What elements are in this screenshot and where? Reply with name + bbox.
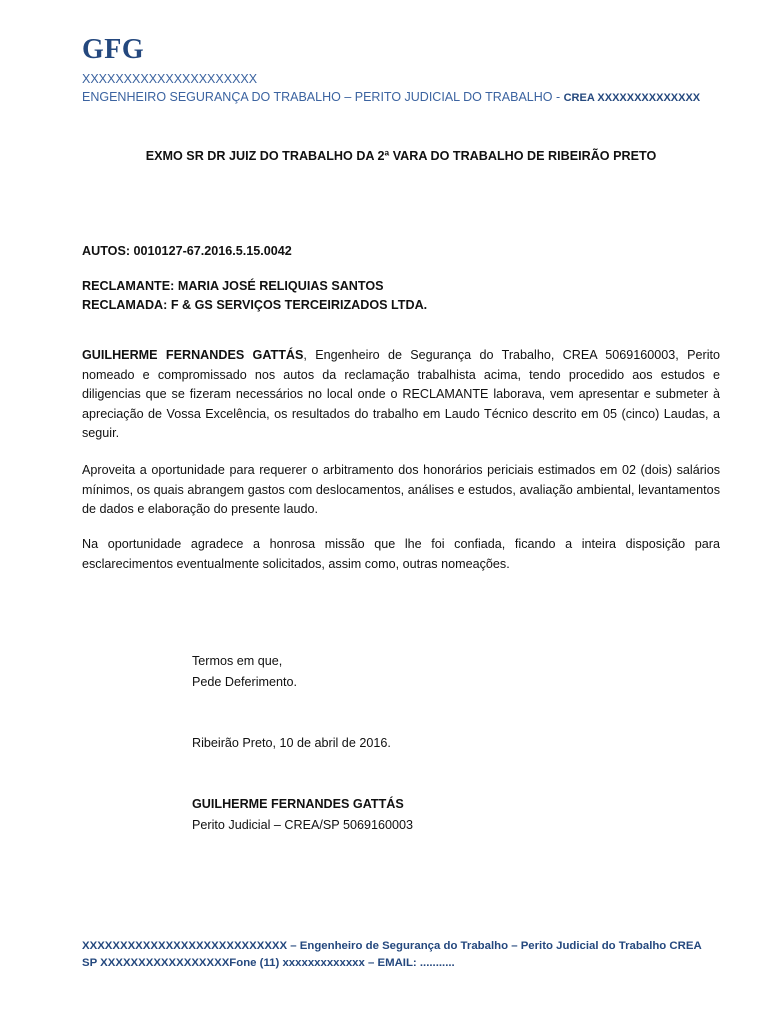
page-footer xyxy=(82,938,722,972)
body-paragraph-1-text: , Engenheiro de Segurança do Trabalho, CREA 5069160003, Perito nomeado e compromissado nos autos da reclamação trabalhista acima, tendo procedido aos estudos e diligencias que se fizeram necessários no local onde o RECLAMANTE laborava, vem apresentar e submeter à apreciação de Vossa Excelência, os resultados do trabalho em Laudo Técnico descrito em 05 (cinco) Laudas, a seguir. xyxy=(82,348,721,440)
body-paragraph-1 xyxy=(82,346,720,444)
profession-text: ENGENHEIRO SEGURANÇA DO TRABALHO – PERITO JUDICIAL DO TRABALHO - xyxy=(82,90,564,104)
letterhead-profession-line xyxy=(82,90,700,104)
closing-line-2: Pede Deferimento. xyxy=(192,675,298,689)
signer-name: GUILHERME FERNANDES GATTÁS xyxy=(192,797,404,811)
letterhead-name-line: XXXXXXXXXXXXXXXXXXXXX xyxy=(82,72,258,86)
addressee-heading: EXMO SR DR JUIZ DO TRABALHO DA 2ª VARA DO TRABALHO DE RIBEIRÃO PRETO xyxy=(145,149,657,163)
place-date: Ribeirão Preto, 10 de abril de 2016. xyxy=(192,736,391,750)
closing-line-1: Termos em que, xyxy=(192,654,283,668)
body-paragraph-2: Aproveita a oportunidade para requerer o arbitramento dos honorários periciais estimados em 02 (dois) salários mínimos, os quais abrangem gastos com deslocamentos, análises e estudos, avaliação ambiental, levantamentos de dados e elaboração do presente laudo. xyxy=(82,463,720,516)
letterhead-logo: GFG xyxy=(82,34,145,65)
letterhead-crea: CREA XXXXXXXXXXXXXX xyxy=(563,92,701,104)
footer-line-1: XXXXXXXXXXXXXXXXXXXXXXXXXXX – Engenheiro de Segurança do Trabalho – Perito Judicial do Trabalho CREA xyxy=(82,940,702,952)
claimant: RECLAMANTE: MARIA JOSÉ RELIQUIAS SANTOS xyxy=(82,279,384,293)
expert-name: GUILHERME FERNANDES GATTÁS xyxy=(82,348,304,362)
signer-title: Perito Judicial – CREA/SP 5069160003 xyxy=(192,818,413,832)
body-paragraph-3: Na oportunidade agradece a honrosa missão que lhe foi confiada, ficando a inteira disposição para esclarecimentos eventualmente solicitados, assim como, outras nomeações. xyxy=(82,537,720,571)
case-number: AUTOS: 0010127-67.2016.5.15.0042 xyxy=(82,244,292,258)
footer-line-2: SP XXXXXXXXXXXXXXXXXFone (11) xxxxxxxxxxxxx – EMAIL: ........... xyxy=(82,957,455,969)
defendant: RECLAMADA: F & GS SERVIÇOS TERCEIRIZADOS LTDA. xyxy=(82,298,428,312)
